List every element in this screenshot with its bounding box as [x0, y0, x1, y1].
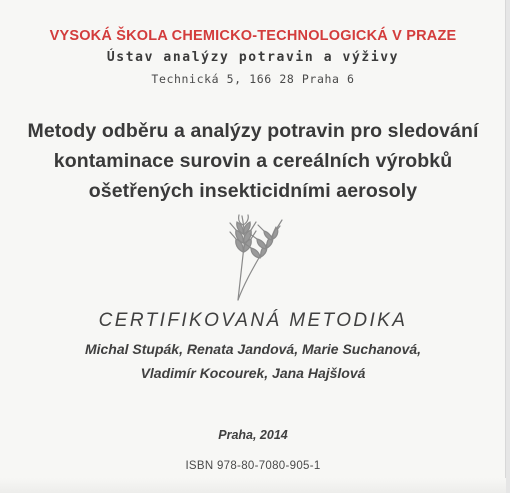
- department-name: Ústav analýzy potravin a výživy: [106, 50, 400, 65]
- authors-line-1: Michal Stupák, Renata Jandová, Marie Suchanová,: [84, 341, 422, 357]
- title-line-1: Metody odběru a analýzy potravin pro sledování: [27, 120, 479, 142]
- isbn: ISBN 978-80-7080-905-1: [185, 460, 321, 472]
- title-line-3: ošetřených insekticidními aerosoly: [88, 180, 418, 202]
- page-bottom-edge: [0, 478, 506, 493]
- address: Technická 5, 166 28 Praha 6: [151, 72, 355, 86]
- institution-name: VYSOKÁ ŠKOLA CHEMICKO-TECHNOLOGICKÁ V PRAZE: [49, 28, 457, 44]
- title-line-2: kontaminace surovin a cereálních výrobků: [53, 150, 453, 172]
- place-and-year: Praha, 2014: [218, 428, 288, 442]
- authors-line-2: Vladimír Kocourek, Jana Hajšlová: [140, 365, 366, 381]
- wheat-ears-icon: [222, 212, 284, 304]
- certification-heading: CERTIFIKOVANÁ METODIKA: [98, 310, 408, 331]
